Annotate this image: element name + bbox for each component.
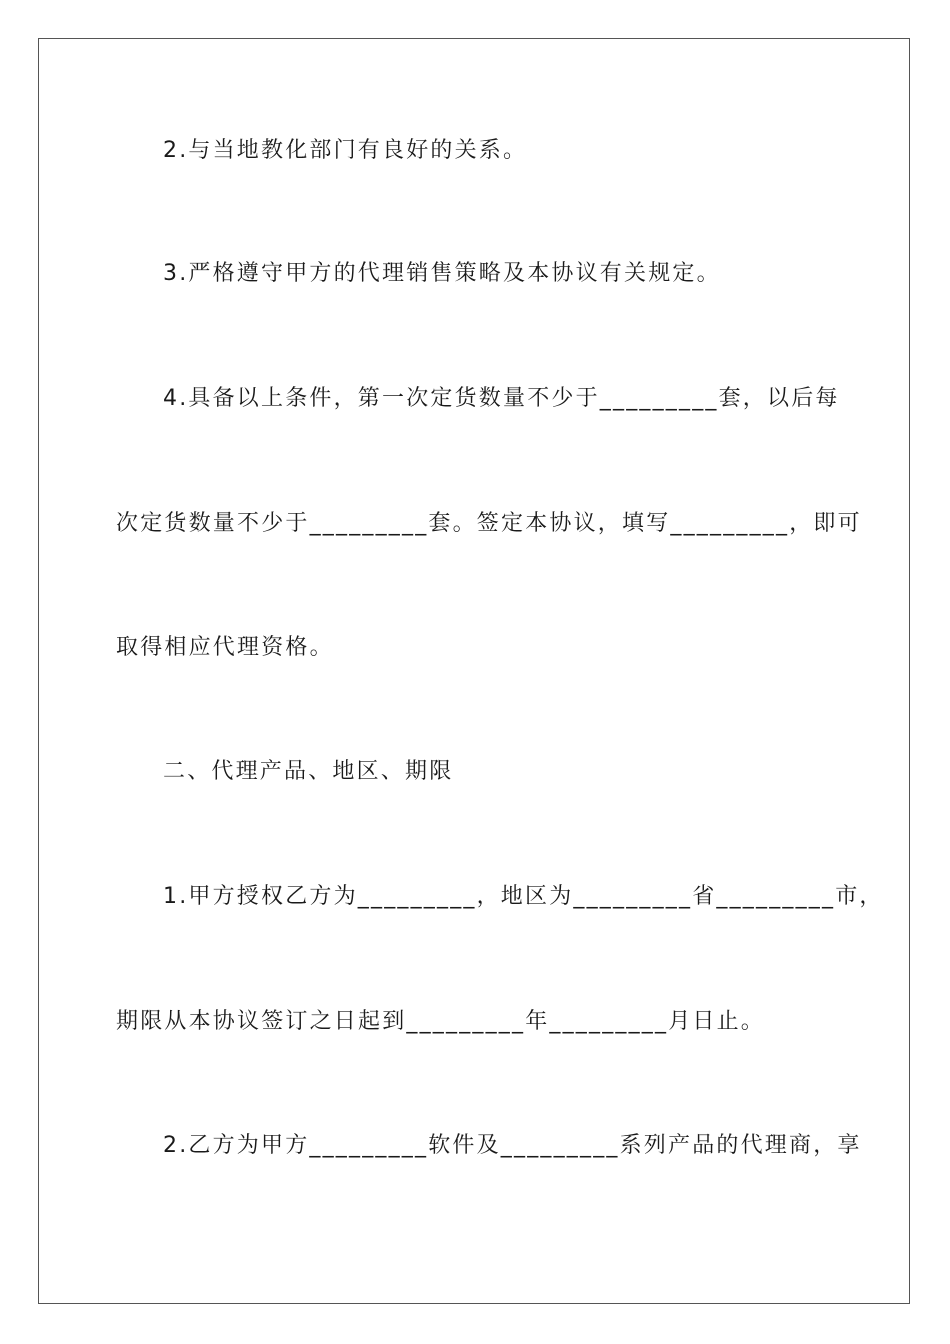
paragraph-item-1-authorization: 1.甲方授权乙方为_________，地区为_________省_________市， — [163, 884, 884, 909]
paragraph-item-4-continued: 次定货数量不少于_________套。签定本协议，填写_________，即可 — [116, 511, 862, 536]
paragraph-item-3-comply-strategy: 3.严格遵守甲方的代理销售策略及本协议有关规定。 — [163, 261, 721, 286]
paragraph-item-2-agent-products: 2.乙方为甲方_________软件及_________系列产品的代理商，享 — [163, 1133, 862, 1158]
paragraph-item-1-term: 期限从本协议签订之日起到_________年_________月日止。 — [116, 1009, 766, 1034]
paragraph-item-2-education-relations: 2.与当地教化部门有良好的关系。 — [163, 138, 528, 163]
page-frame — [38, 38, 910, 1304]
paragraph-item-4-end: 取得相应代理资格。 — [116, 635, 334, 660]
paragraph-item-4-order-quantity: 4.具备以上条件，第一次定货数量不少于_________套，以后每 — [163, 386, 840, 411]
section-heading-products-region-term: 二、代理产品、地区、期限 — [163, 759, 454, 784]
